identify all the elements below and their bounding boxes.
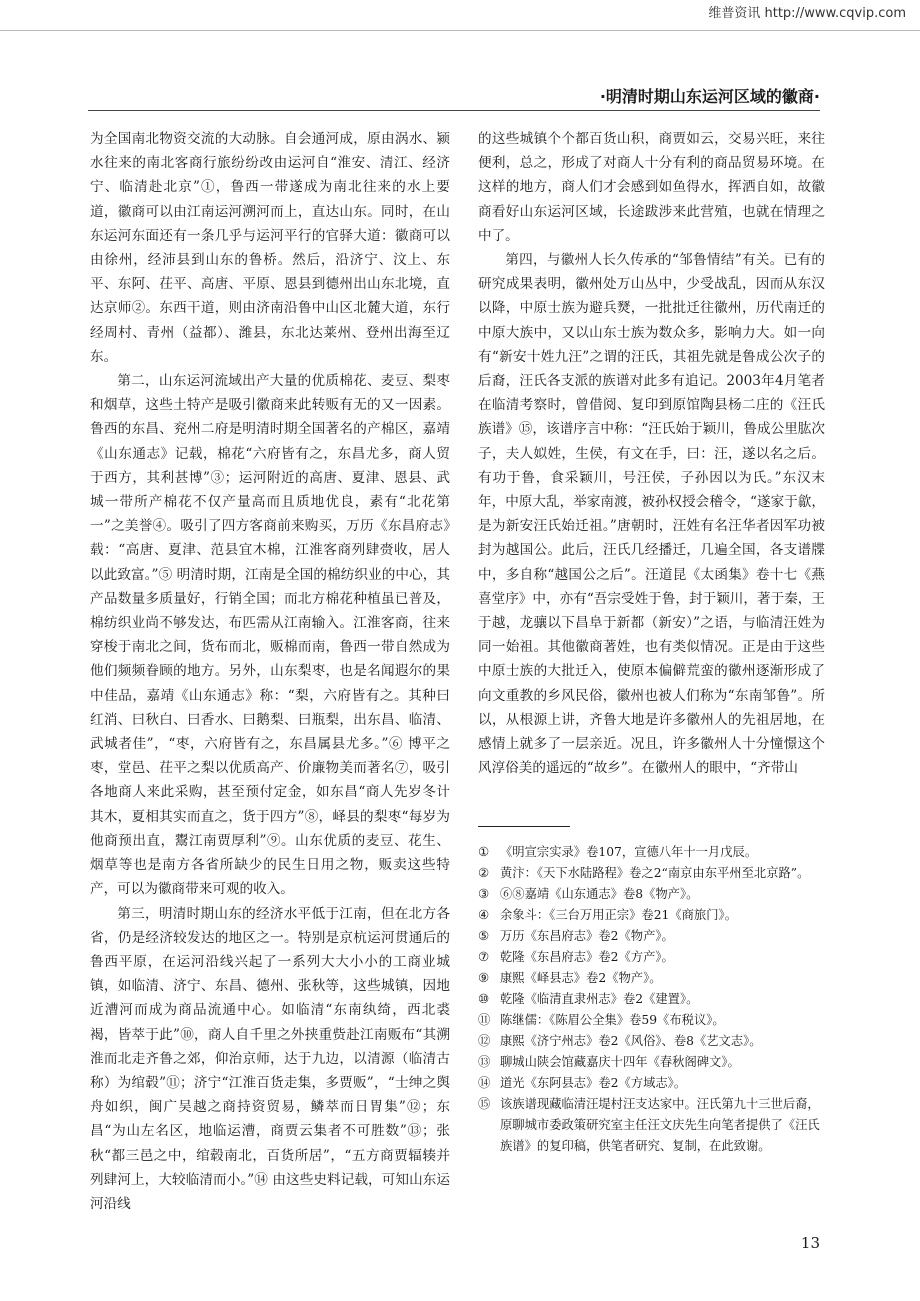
right-column [478, 127, 825, 780]
paragraph: 的这些城镇个个都百货山积，商贾如云，交易兴旺，来往便利，总之，形成了对商人十分有利的商品贸易环境。在这样的地方，商人们才会感到如鱼得水，挥洒自如，故徽商看好山东运河区域，长途跋涉来此营殖，也就在情理之中了。 [478, 131, 825, 244]
footnote-text: 乾隆《东昌府志》卷2《方产》。 [500, 950, 674, 964]
paragraph: 为全国南北物资交流的大动脉。自会通河成，原由涡水、颍水往来的南北客商行旅纷纷改由运河自“淮安、清江、经济宁、临清赴北京”①，鲁西一带遂成为南北往来的水上要道，徽商可以由江南运河溯河而上，直达山东。同时，在山东运河东面还有一条几乎与运河平行的官驿大道：徽商可以由徐州，经沛县到山东的鲁桥。然后，沿济宁、汶上、东平、东阿、茌平、高唐、平原、恩县到德州出山东北境，直达京师②。东西干道，则由济南沿鲁中山区北麓大道，东行经周村、青州（益都）、潍县，东北达莱州、登州出海至辽东。 [90, 131, 450, 365]
footnote-text: 聊城山陕会馆藏嘉庆十四年《春秋阁碑文》。 [500, 1055, 740, 1069]
top-rule [0, 30, 920, 31]
footnote-mark: ⑫ [478, 1034, 491, 1048]
footnote [478, 1052, 828, 1073]
footnote-mark: ⑦ [478, 950, 490, 964]
footnote-mark: ⑮ [478, 1097, 491, 1111]
footnote [478, 863, 828, 884]
footnote-text: 康熙《济宁州志》卷2《风俗》、卷8《艺文志》。 [500, 1034, 762, 1048]
page-number: 13 [800, 1234, 820, 1252]
footnote-text: 陈继儒：《陈眉公全集》卷59《布税议》。 [500, 1013, 725, 1027]
footnote-mark: ⑩ [478, 992, 490, 1006]
footnote [478, 947, 828, 968]
header-rule [88, 110, 820, 111]
footnote-mark: ② [478, 866, 490, 880]
footnote [478, 968, 828, 989]
footnote-text: 该族谱现藏临清汪堤村汪支达家中。汪氏第九十三世后裔，原聊城市委政策研究室主任汪文庆先生向笔者提供了《汪氏族谱》的复印稿，供笔者研究、复制，在此致谢。 [500, 1097, 820, 1153]
site-watermark: 维普资讯 http://www.cqvip.com [708, 6, 906, 21]
footnote-rule [478, 826, 570, 827]
paragraph: 第四，与徽州人长久传承的“邹鲁情结”有关。已有的研究成果表明，徽州处万山丛中，少受战乱，因而从东汉以降，中原士族为避兵燹，一批批迁往徽州，历代南迁的中原大族中，又以山东士族为数众多，影响力大。如一向有“新安十姓九汪”之谓的汪氏，其祖先就是鲁成公次子的后裔，汪氏各支派的族谱对此多有追记。2003年4月笔者在临清考察时，曾借阅、复印到原馆陶县杨二庄的《汪氏族谱》⑮，该谱序言中称：“汪氏始于颖川，鲁成公里肱次子，夫人姒姓，生侯，有文在手，曰：汪，遂以名之后。有功于鲁，食采颖川，号汪侯，子孙因以为氏。”东汉末年，中原大乱，举家南渡，被孙权授会稽令，“遂家于歙，是为新安汪氏始迁祖。”唐朝时，汪姓有名汪华者因军功被封为越国公。此后，汪氏几经播迁，几遍全国，各支谱牒中，多自称“越国公之后”。汪道昆《太函集》卷十七《燕喜堂序》中，亦有“吾宗受姓于鲁，封于颖川，著于秦，王于越，龙骧以下昌阜于新都（新安）”之语，与临清汪姓为同一始祖。其他徽商著姓，也有类似情况。正是由于这些中原士族的大批迁入，使原本偏僻荒蛮的徽州逐渐形成了向文重教的乡风民俗，徽州也被人们称为“东南邹鲁”。所以，从根源上讲，齐鲁大地是许多徽州人的先祖居地，在感情上就多了一层亲近。况且，许多徽州人十分憧憬这个风淳俗美的遥远的“故乡”。在徽州人的眼中，“齐带山 [478, 252, 825, 777]
footnote [478, 1094, 828, 1157]
footnote [478, 926, 828, 947]
footnote-text: 余象斗：《三台万用正宗》卷21《商旅门》。 [500, 908, 737, 922]
footnote-text: 黄汴：《天下水陆路程》卷之2“南京由东平州至北京路”。 [500, 866, 810, 880]
footnote-text: 《明宣宗实录》卷107，宣德八年十一月戊辰。 [500, 845, 758, 859]
footnote-text: 万历《东昌府志》卷2《物产》。 [500, 929, 674, 943]
footnote-text: 道光《东阿县志》卷2《方域志》。 [500, 1076, 687, 1090]
footnote [478, 1010, 828, 1031]
footnote-text: 乾隆《临清直隶州志》卷2《建置》。 [500, 992, 699, 1006]
footnote-mark: ⑨ [478, 971, 490, 985]
footnotes [478, 842, 828, 1157]
footnote [478, 905, 828, 926]
running-head: ·明清时期山东运河区域的徽商· [599, 87, 820, 106]
footnote [478, 1073, 828, 1094]
footnote-text: 康熙《峄县志》卷2《物产》。 [500, 971, 662, 985]
footnote-mark: ⑭ [478, 1076, 491, 1090]
paragraph: 第三，明清时期山东的经济水平低于江南，但在北方各省，仍是经济较发达的地区之一。特别是京杭运河贯通后的鲁西平原，在运河沿线兴起了一系列大大小小的工商业城镇，如临清、济宁、东昌、德州、张秋等，这些城镇，因地近漕河而成为商品流通中心。如临清“东南纨绮，西北裘褐，皆萃于此”⑩，商人自千里之外挟重赀赴江南贩布“其溯淮而北走齐鲁之郊，仰治京师，达于九边，以清源（临清古称）为绾毂”⑪；济宁“江淮百货走集，多贾贩”，“士绅之舆舟如织，闽广吴越之商持资贸易，鳞萃而日胃集”⑫；东昌“为山左名区，地临运漕，商贾云集者不可胜数”⑬；张秋“都三邑之中，绾毂南北，百货所居”，“五方商贾辐辏并列肆河上，大较临清而小。”⑭ 由这些史料记载，可知山东运河沿线 [90, 905, 450, 1212]
left-column [90, 127, 450, 1216]
footnote-mark: ⑤ [478, 929, 490, 943]
footnote [478, 842, 828, 863]
paragraph: 第二，山东运河流域出产大量的优质棉花、麦豆、梨枣和烟草，这些土特产是吸引徽商来此转贩有无的又一因素。鲁西的东昌、兖州二府是明清时期全国著名的产棉区，嘉靖《山东通志》记载，棉花“六府皆有之，东昌尤多，商人贸于西方，其利甚博”③；运河附近的高唐、夏津、恩县、武城一带所产棉花不仅产量高而且质地优良，素有“北花第一”之美誉④。吸引了四方客商前来购买，万历《东昌府志》载：“高唐、夏津、范县宜木棉，江淮客商列肆赍收，居人以此致富。”⑤ 明清时期，江南是全国的棉纺织业的中心，其产品数量多质量好，行销全国；而北方棉花种植虽已普及，棉纺织业尚不够发达，布匹需从江南输入。江淮客商，往来穿梭于南北之间，货布而北，贩棉而南，鲁西一带自然成为他们频频眷顾的地方。另外，山东梨枣，也是名闻遐尔的果中佳品，嘉靖《山东通志》称：“梨，六府皆有之。其种曰红消、曰秋白、曰香水、曰鹅梨、曰瓶梨，出东昌、临清、武城者佳”，“枣，六府皆有之，东昌属县尤多。”⑥ 博平之枣，堂邑、茌平之梨以优质高产、价廉物美而著名⑦，吸引各地商人来此采购，甚至预付定金，如东昌“商人先岁冬计其木，夏相其实而直之，货于四方”⑧，峄县的梨枣“每岁为他商预出直，鬻江南贾厚利”⑨。山东优质的麦豆、花生、烟草等也是南方各省所缺少的民生日用之物，贩卖这些特产，可以为徽商带来可观的收入。 [90, 373, 450, 898]
footnote-text: ⑥⑧嘉靖《山东通志》卷8《物产》。 [500, 887, 699, 901]
footnote [478, 1031, 828, 1052]
footnote [478, 884, 828, 905]
footnote-mark: ⑪ [478, 1013, 491, 1027]
footnote [478, 989, 828, 1010]
footnote-mark: ① [478, 845, 490, 859]
footnote-mark: ④ [478, 908, 490, 922]
footnote-mark: ⑬ [478, 1055, 491, 1069]
footnote-mark: ③ [478, 887, 490, 901]
